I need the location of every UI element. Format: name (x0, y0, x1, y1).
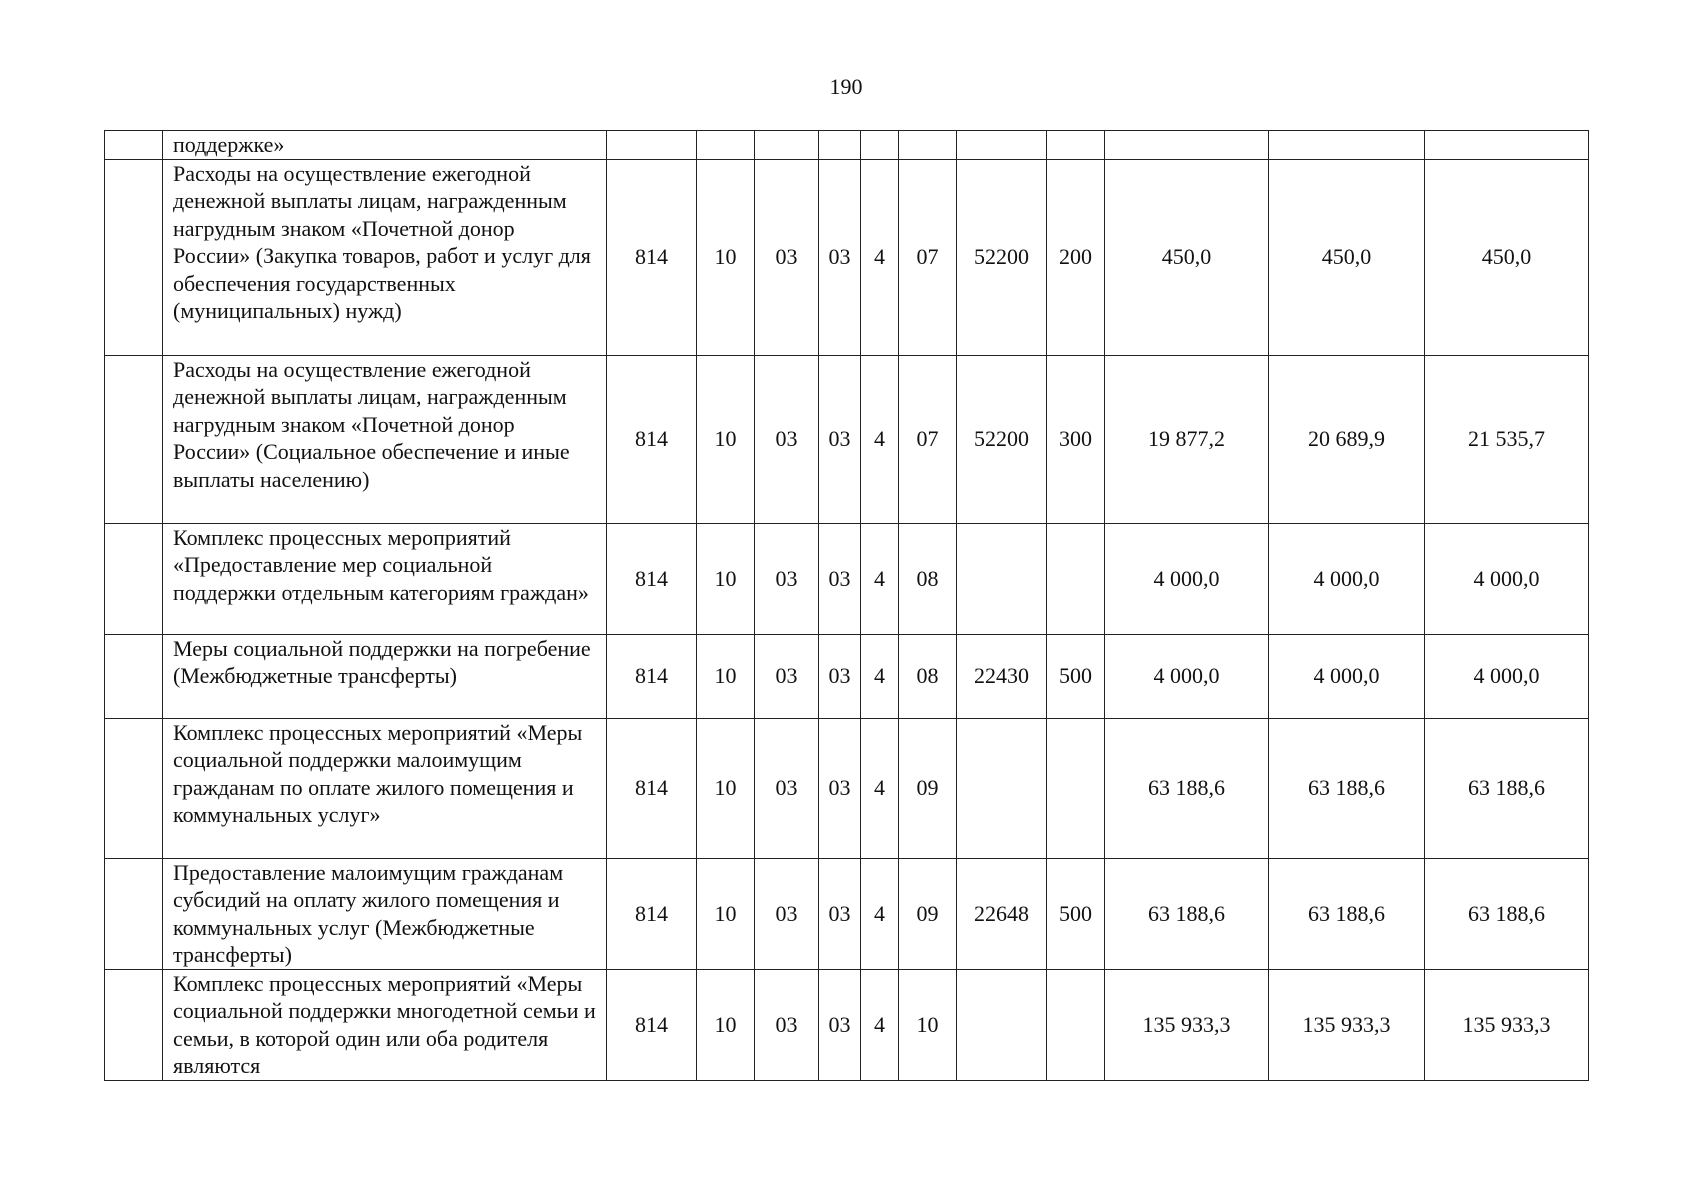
code-expense-type-cell (1047, 969, 1105, 1080)
code-gbs-cell: 814 (607, 969, 697, 1080)
code-type-cell: 4 (861, 718, 899, 858)
code-direction-cell (957, 718, 1047, 858)
code-expense-type-cell: 200 (1047, 159, 1105, 355)
code-subsection-cell: 03 (755, 969, 819, 1080)
row-name-cell: Комплекс процессных мероприятий «Предоставление мер социальной поддержки отдельным категориям граждан» (163, 523, 607, 634)
code-subsection-cell: 03 (755, 159, 819, 355)
code-event-cell: 07 (899, 159, 957, 355)
table-row (105, 969, 1589, 1080)
amount-year2-cell: 4 000,0 (1269, 523, 1425, 634)
code-program-cell: 03 (819, 355, 861, 523)
code-type-cell: 4 (861, 969, 899, 1080)
table-row (105, 159, 1589, 355)
table-row (105, 131, 1589, 160)
amount-year2-cell: 63 188,6 (1269, 858, 1425, 969)
code-direction-cell: 22648 (957, 858, 1047, 969)
code-expense-type-cell: 500 (1047, 858, 1105, 969)
amount-year1-cell: 63 188,6 (1105, 858, 1269, 969)
code-program-cell: 03 (819, 634, 861, 718)
code-event-cell: 09 (899, 858, 957, 969)
code-gbs-cell: 814 (607, 718, 697, 858)
row-number-cell (105, 718, 163, 858)
code-section-cell: 10 (697, 969, 755, 1080)
amount-year2-cell: 450,0 (1269, 159, 1425, 355)
amount-year3-cell: 135 933,3 (1425, 969, 1589, 1080)
amount-year1-cell: 4 000,0 (1105, 634, 1269, 718)
code-expense-type-cell (1047, 131, 1105, 160)
amount-year1-cell: 19 877,2 (1105, 355, 1269, 523)
code-direction-cell: 22430 (957, 634, 1047, 718)
amount-year2-cell (1269, 131, 1425, 160)
row-name-cell: Комплекс процессных мероприятий «Меры социальной поддержки малоимущим гражданам по оплате жилого помещения и коммунальных услуг» (163, 718, 607, 858)
code-expense-type-cell: 300 (1047, 355, 1105, 523)
table-row (105, 523, 1589, 634)
code-event-cell (899, 131, 957, 160)
code-event-cell: 07 (899, 355, 957, 523)
row-name-cell: Меры социальной поддержки на погребение (Межбюджетные трансферты) (163, 634, 607, 718)
table-row (105, 858, 1589, 969)
code-program-cell: 03 (819, 858, 861, 969)
amount-year2-cell: 20 689,9 (1269, 355, 1425, 523)
amount-year1-cell: 135 933,3 (1105, 969, 1269, 1080)
code-subsection-cell: 03 (755, 355, 819, 523)
row-number-cell (105, 131, 163, 160)
code-type-cell (861, 131, 899, 160)
code-subsection-cell: 03 (755, 718, 819, 858)
amount-year2-cell: 135 933,3 (1269, 969, 1425, 1080)
table-body (105, 131, 1589, 1081)
code-gbs-cell (607, 131, 697, 160)
code-subsection-cell: 03 (755, 858, 819, 969)
code-gbs-cell: 814 (607, 355, 697, 523)
amount-year3-cell: 21 535,7 (1425, 355, 1589, 523)
row-name-cell: Комплекс процессных мероприятий «Меры социальной поддержки многодетной семьи и семьи, в которой один или оба родителя являются (163, 969, 607, 1080)
code-section-cell: 10 (697, 858, 755, 969)
code-direction-cell (957, 131, 1047, 160)
amount-year2-cell: 4 000,0 (1269, 634, 1425, 718)
row-name-cell: Расходы на осуществление ежегодной денежной выплаты лицам, награжденным нагрудным знаком «Почетной донор России» (Социальное обеспечение и иные выплаты населению) (163, 355, 607, 523)
code-event-cell: 08 (899, 634, 957, 718)
code-program-cell: 03 (819, 969, 861, 1080)
row-number-cell (105, 858, 163, 969)
budget-table (104, 130, 1589, 1081)
amount-year3-cell: 450,0 (1425, 159, 1589, 355)
code-expense-type-cell: 500 (1047, 634, 1105, 718)
code-subsection-cell (755, 131, 819, 160)
amount-year1-cell: 450,0 (1105, 159, 1269, 355)
page-number: 190 (829, 74, 863, 99)
code-direction-cell: 52200 (957, 355, 1047, 523)
row-name-cell: Расходы на осуществление ежегодной денежной выплаты лицам, награжденным нагрудным знаком «Почетной донор России» (Закупка товаров, работ и услуг для обеспечения государственных (муниципальных) нужд) (163, 159, 607, 355)
amount-year3-cell: 63 188,6 (1425, 858, 1589, 969)
amount-year1-cell (1105, 131, 1269, 160)
row-number-cell (105, 523, 163, 634)
code-program-cell: 03 (819, 523, 861, 634)
table-row (105, 355, 1589, 523)
amount-year1-cell: 63 188,6 (1105, 718, 1269, 858)
code-event-cell: 09 (899, 718, 957, 858)
amount-year1-cell: 4 000,0 (1105, 523, 1269, 634)
code-section-cell: 10 (697, 634, 755, 718)
table-row (105, 634, 1589, 718)
code-direction-cell: 52200 (957, 159, 1047, 355)
row-name-cell: поддержке» (163, 131, 607, 160)
code-type-cell: 4 (861, 355, 899, 523)
code-type-cell: 4 (861, 159, 899, 355)
code-section-cell (697, 131, 755, 160)
row-number-cell (105, 355, 163, 523)
code-gbs-cell: 814 (607, 159, 697, 355)
code-gbs-cell: 814 (607, 634, 697, 718)
amount-year3-cell (1425, 131, 1589, 160)
code-event-cell: 08 (899, 523, 957, 634)
code-section-cell: 10 (697, 355, 755, 523)
code-type-cell: 4 (861, 858, 899, 969)
code-subsection-cell: 03 (755, 523, 819, 634)
row-number-cell (105, 969, 163, 1080)
code-program-cell: 03 (819, 159, 861, 355)
row-number-cell (105, 634, 163, 718)
amount-year2-cell: 63 188,6 (1269, 718, 1425, 858)
code-gbs-cell: 814 (607, 858, 697, 969)
row-name-cell: Предоставление малоимущим гражданам субсидий на оплату жилого помещения и коммунальных услуг (Межбюджетные трансферты) (163, 858, 607, 969)
code-section-cell: 10 (697, 523, 755, 634)
amount-year3-cell: 4 000,0 (1425, 634, 1589, 718)
code-gbs-cell: 814 (607, 523, 697, 634)
row-number-cell (105, 159, 163, 355)
amount-year3-cell: 4 000,0 (1425, 523, 1589, 634)
code-expense-type-cell (1047, 718, 1105, 858)
code-type-cell: 4 (861, 523, 899, 634)
amount-year3-cell: 63 188,6 (1425, 718, 1589, 858)
code-expense-type-cell (1047, 523, 1105, 634)
code-program-cell (819, 131, 861, 160)
code-direction-cell (957, 969, 1047, 1080)
code-type-cell: 4 (861, 634, 899, 718)
code-section-cell: 10 (697, 159, 755, 355)
code-program-cell: 03 (819, 718, 861, 858)
code-section-cell: 10 (697, 718, 755, 858)
code-event-cell: 10 (899, 969, 957, 1080)
code-subsection-cell: 03 (755, 634, 819, 718)
table-row (105, 718, 1589, 858)
code-direction-cell (957, 523, 1047, 634)
